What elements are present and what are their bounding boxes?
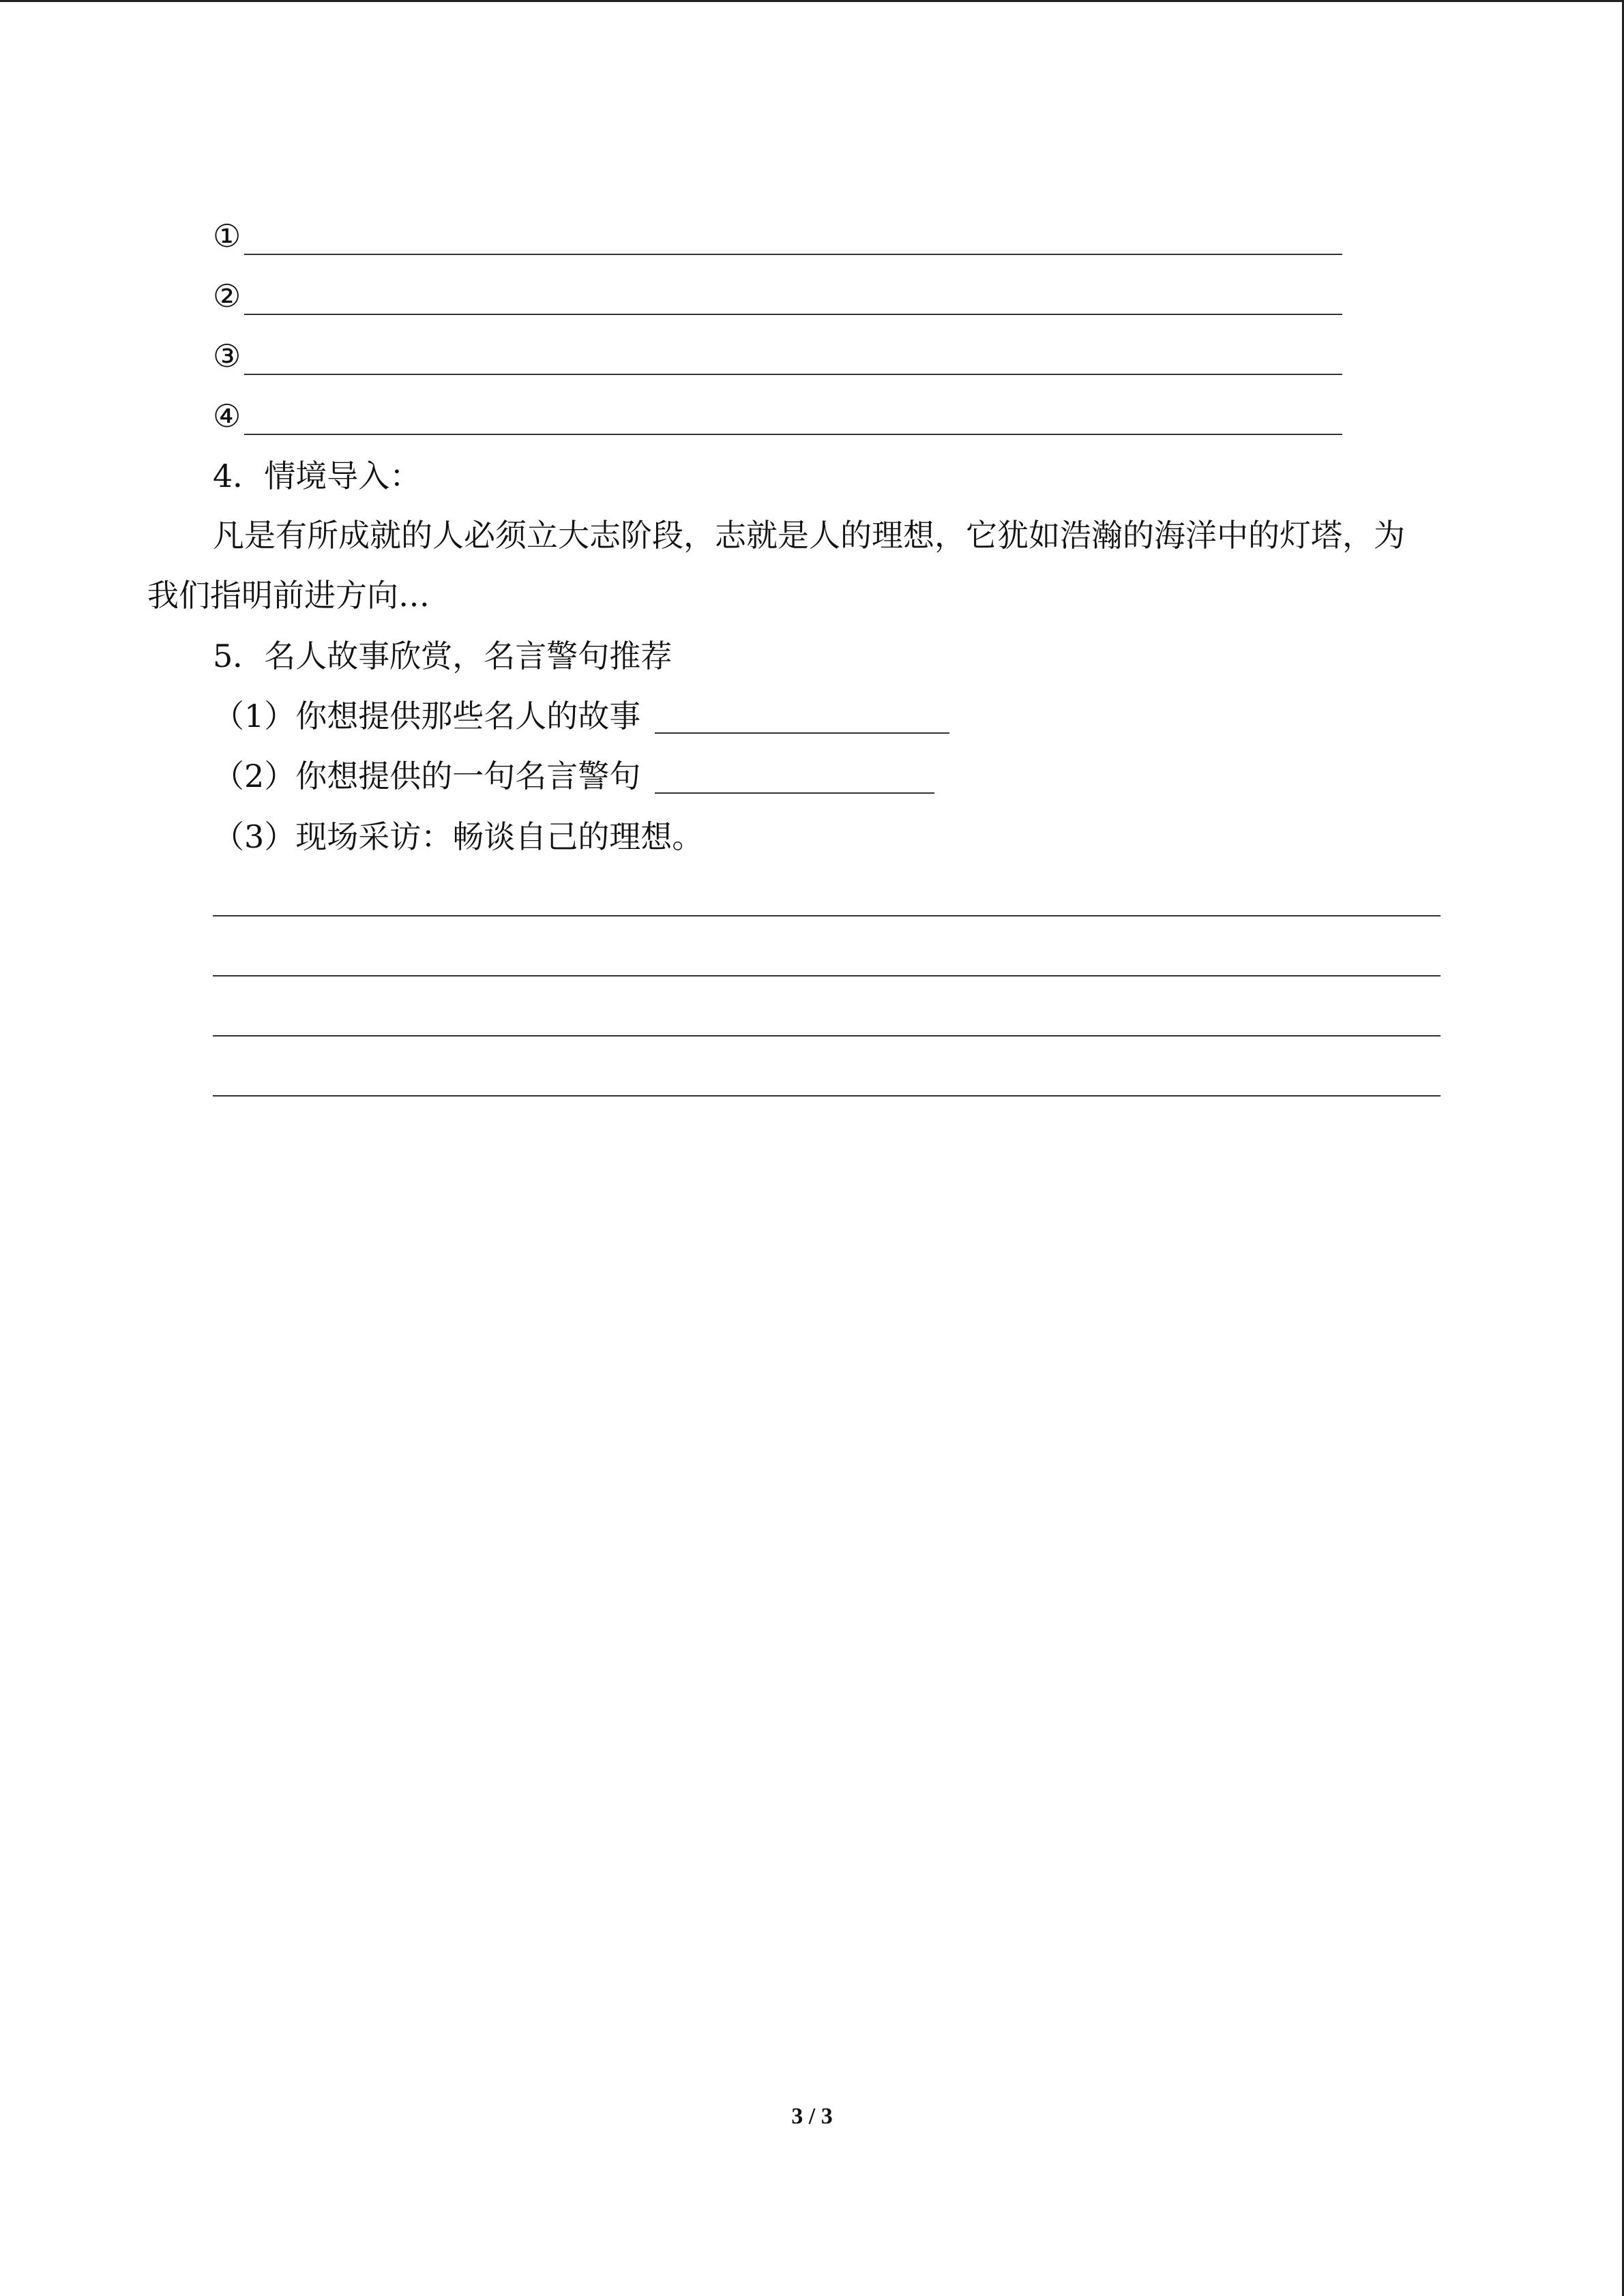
interview-answer-line-1[interactable] [213,915,1441,916]
answer-line[interactable] [244,254,1342,255]
section-4-heading: 4．情境导入： [213,458,422,494]
section-4-paragraph-line-2: 我们指明前进方向… [147,577,430,614]
item-number: ② [213,278,241,314]
section-4-paragraph-line-1: 凡是有所成就的人必须立大志阶段，志就是人的理想，它犹如浩瀚的海洋中的灯塔，为 [213,517,1405,554]
question-2: （2）你想提供的一句名言警句 [213,758,641,794]
question-1: （1）你想提供那些名人的故事 [213,698,641,734]
page-number: 3 / 3 [791,2104,833,2129]
item-number: ④ [213,398,241,434]
interview-answer-line-3[interactable] [213,1035,1441,1037]
section-5-heading: 5．名人故事欣赏，名言警句推荐 [213,638,673,674]
question-1-answer-line[interactable] [655,732,949,734]
answer-line[interactable] [244,314,1342,315]
interview-answer-line-2[interactable] [213,975,1441,976]
question-2-answer-line[interactable] [655,792,934,794]
question-3: （3）现场采访：畅谈自己的理想。 [213,818,704,855]
item-number: ③ [213,338,241,374]
interview-answer-line-4[interactable] [213,1095,1441,1097]
answer-line[interactable] [244,434,1342,435]
answer-line[interactable] [244,374,1342,375]
item-number: ① [213,218,241,254]
